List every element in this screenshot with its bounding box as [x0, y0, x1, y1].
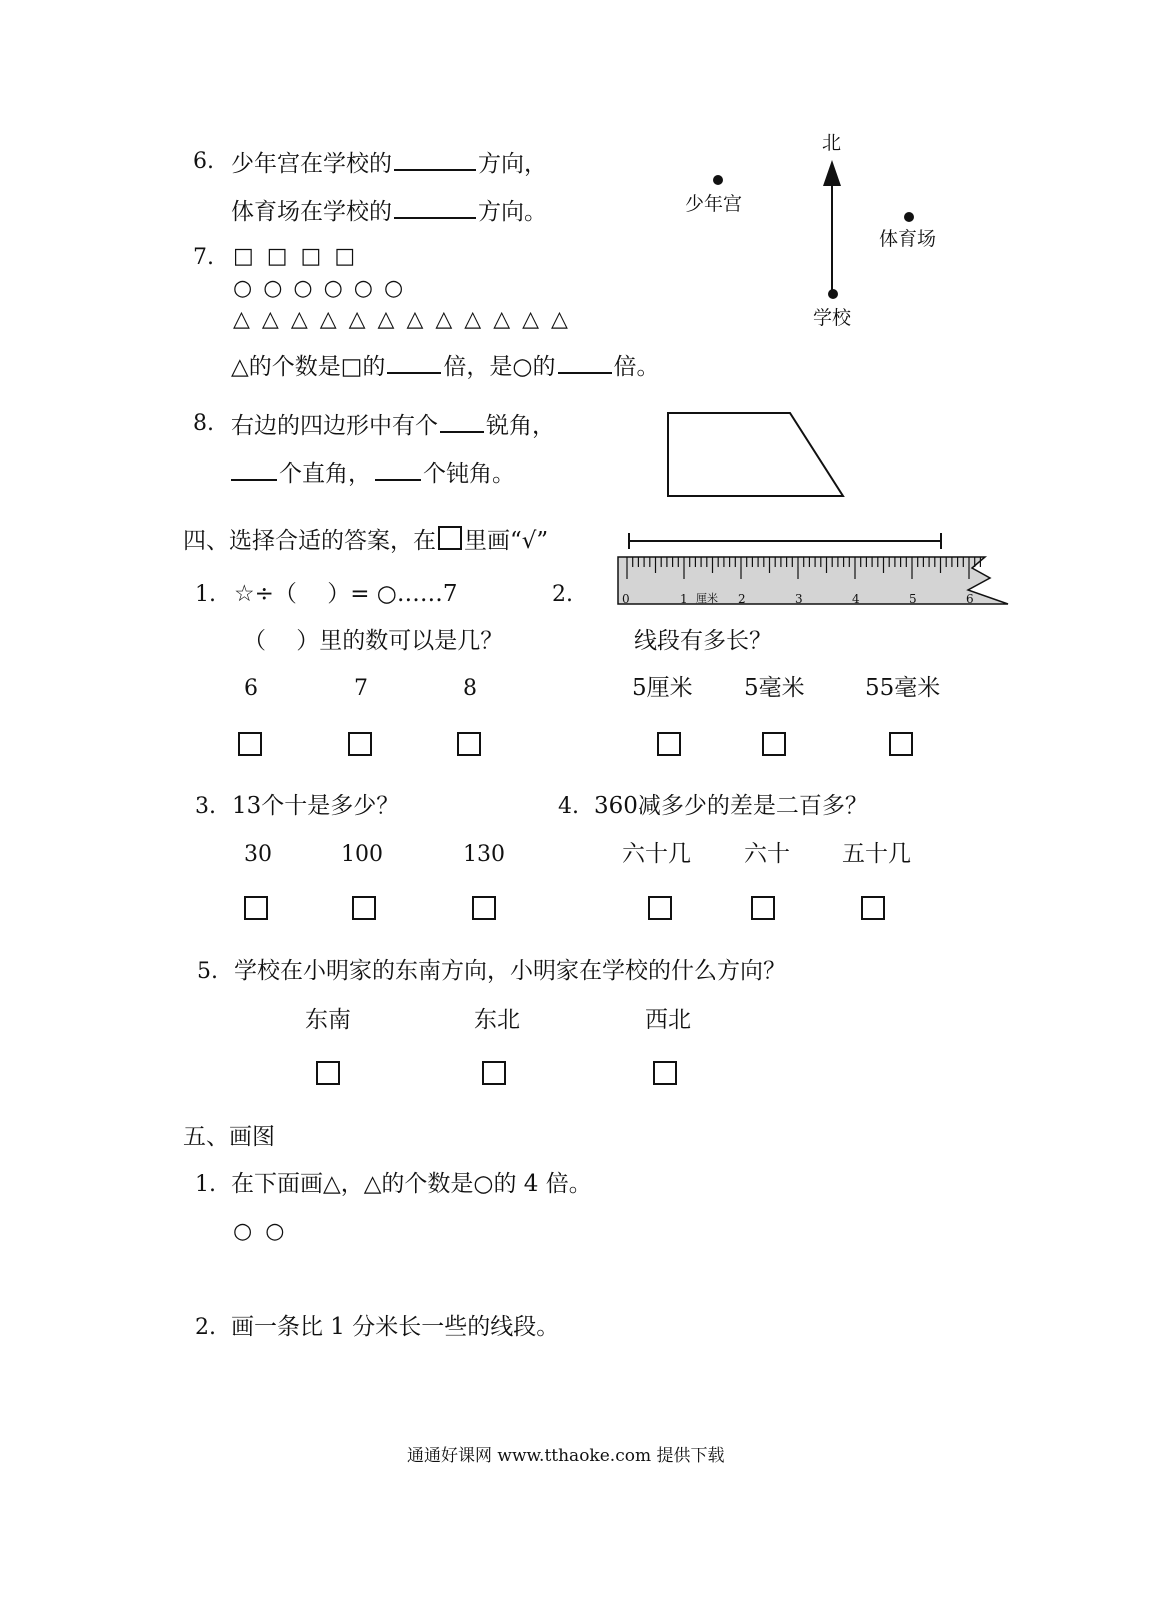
s4-q2-number: 2.: [552, 582, 573, 607]
section4-title-post: 里画“√”: [464, 528, 549, 554]
s4-q4-option-b: 六十: [744, 841, 790, 867]
s4-q5-question: 学校在小明家的东南方向，小明家在学校的什么方向？: [234, 958, 786, 984]
s4-q3-option-b: 100: [341, 842, 383, 867]
ruler-label-1: 1: [680, 592, 688, 606]
s4-q4-checkbox-b[interactable]: [751, 896, 775, 920]
ruler-label-6: 6: [966, 592, 974, 606]
ruler-label-5: 5: [909, 592, 917, 606]
s4-q1-option-b: 7: [354, 676, 368, 701]
s4-q3-option-c: 130: [463, 842, 505, 867]
q7-question-c: 倍。: [613, 354, 660, 380]
s4-q5-checkbox-c[interactable]: [653, 1061, 677, 1085]
q7-question-a: △的个数是□的: [231, 354, 386, 380]
s5-q1-number: 1.: [195, 1172, 216, 1197]
ruler-label-0: 0: [622, 592, 630, 606]
s4-q1-checkbox-b[interactable]: [348, 732, 372, 756]
s4-q5-checkbox-a[interactable]: [316, 1061, 340, 1085]
s4-q4-option-a: 六十几: [622, 841, 691, 867]
s4-q5-option-a: 东南: [305, 1007, 351, 1033]
s4-q3-number: 3.: [195, 794, 216, 819]
s4-q3-option-a: 30: [244, 842, 272, 867]
s4-q4-checkbox-a[interactable]: [648, 896, 672, 920]
q6-line2-post: 方向。: [478, 199, 547, 225]
s4-q4-option-c: 五十几: [842, 841, 911, 867]
q6-line1-post: 方向，: [478, 151, 547, 177]
s4-q2-option-a: 5厘米: [632, 675, 693, 701]
q8-line2-b: 个钝角。: [423, 461, 515, 487]
compass-north-label: 北: [822, 132, 842, 154]
s4-q5-option-b: 东北: [474, 1007, 520, 1033]
q6-number: 6.: [193, 149, 214, 174]
s4-q1-checkbox-a[interactable]: [238, 732, 262, 756]
q7-triangles: △ △ △ △ △ △ △ △ △ △ △ △: [233, 307, 568, 332]
s4-q3-question: 13个十是多少？: [232, 793, 400, 819]
s5-q2-number: 2.: [195, 1315, 216, 1340]
s4-q2-checkbox-b[interactable]: [762, 732, 786, 756]
s4-q1-question: （ ）里的数可以是几？: [243, 628, 504, 654]
s4-q4-number: 4.: [558, 794, 579, 819]
s4-q2-checkbox-c[interactable]: [889, 732, 913, 756]
s4-q1-number: 1.: [195, 582, 216, 607]
s4-q1-expression: ☆÷（ ）= ○……7: [234, 581, 458, 607]
footer-text: 通通好课网 www.tthaoke.com 提供下载: [407, 1446, 725, 1466]
s4-q2-option-b: 5毫米: [744, 675, 805, 701]
s4-q4-checkbox-c[interactable]: [861, 896, 885, 920]
section4-title-pre: 四、选择合适的答案，在: [183, 528, 436, 554]
q6-line2-pre: 体育场在学校的: [231, 199, 392, 225]
s5-q2-text: 画一条比 1 分米长一些的线段。: [231, 1314, 560, 1340]
s4-q5-checkbox-b[interactable]: [482, 1061, 506, 1085]
q7-question-b: 倍，是○的: [443, 354, 556, 380]
stadium-label: 体育场: [879, 228, 937, 250]
s4-q3-checkbox-a[interactable]: [244, 896, 268, 920]
s4-q2-checkbox-a[interactable]: [657, 732, 681, 756]
section5-title: 五、画图: [183, 1124, 275, 1150]
s4-q1-option-a: 6: [244, 676, 258, 701]
s4-q3-checkbox-c[interactable]: [472, 896, 496, 920]
q8-line1-post: 锐角，: [486, 413, 555, 439]
q8-line2-a: 个直角，: [279, 461, 371, 487]
s4-q2-question: 线段有多长？: [634, 628, 772, 654]
s5-q1-circles: ○ ○: [233, 1219, 285, 1244]
s4-q2-option-c: 55毫米: [865, 675, 941, 701]
q8-number: 8.: [193, 411, 214, 436]
s5-q1-text: 在下面画△，△的个数是○的 4 倍。: [231, 1171, 592, 1197]
ruler-unit-label: 厘米: [696, 592, 718, 605]
s4-q5-option-c: 西北: [645, 1007, 691, 1033]
s4-q5-number: 5.: [197, 959, 218, 984]
s4-q1-checkbox-c[interactable]: [457, 732, 481, 756]
ruler-label-3: 3: [795, 592, 803, 606]
ruler-label-2: 2: [738, 592, 746, 606]
s4-q4-question: 360减多少的差是二百多？: [594, 793, 868, 819]
q8-line1-pre: 右边的四边形中有个: [231, 413, 438, 439]
youth-palace-label: 少年宫: [685, 193, 743, 215]
s4-q3-checkbox-b[interactable]: [352, 896, 376, 920]
q7-number: 7.: [193, 245, 214, 270]
q6-line1-pre: 少年宫在学校的: [231, 151, 392, 177]
s4-q1-option-c: 8: [463, 676, 477, 701]
q7-squares: □ □ □ □: [233, 244, 356, 269]
ruler-label-4: 4: [852, 592, 860, 606]
school-label: 学校: [813, 307, 852, 329]
q7-circles: ○ ○ ○ ○ ○ ○: [233, 276, 404, 301]
